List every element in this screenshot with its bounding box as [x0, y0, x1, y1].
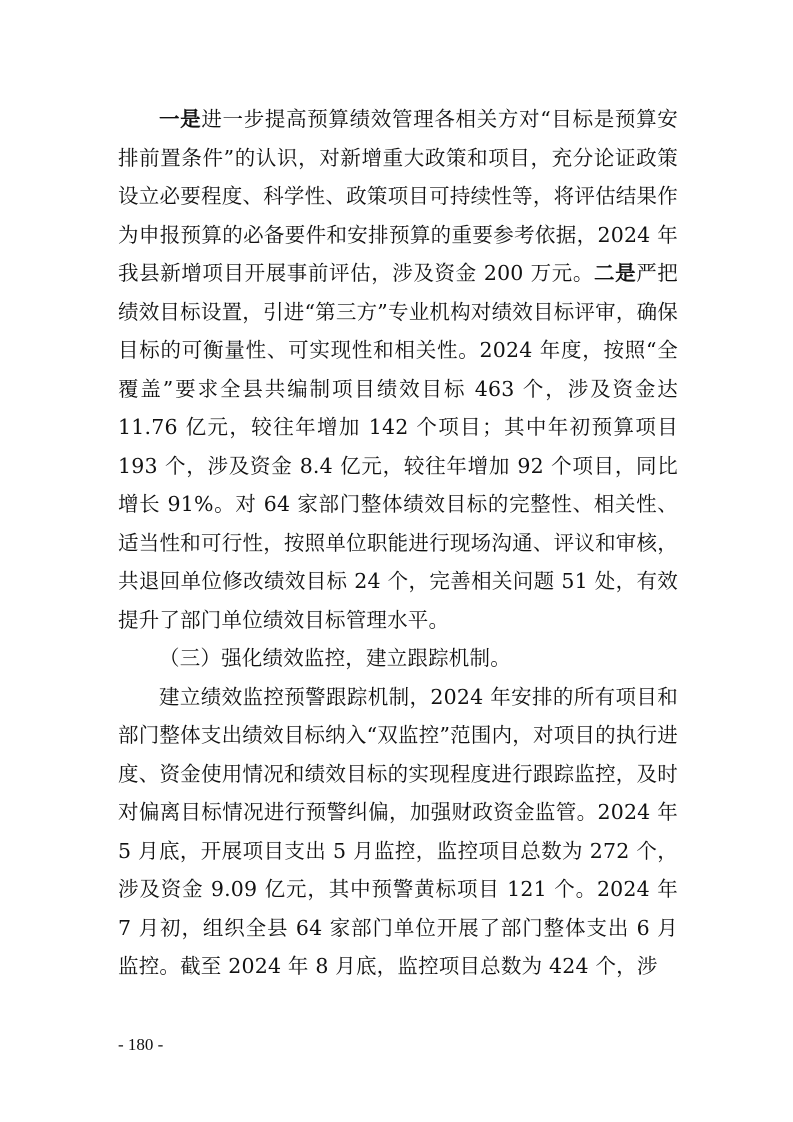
document-body	[118, 100, 678, 986]
paragraph-text-first: 进一步提高预算绩效管理各相关方对“目标是预算安排前置条件”的认识，对新增重大政策和项目，充分论证政策设立必要程度、科学性、政策项目可持续性等，将评估结果作为申报预算的必备要件和安排预算的重要参考依据，2024 年我县新增项目开展事前评估，涉及资金 200 万元。	[118, 107, 678, 285]
paragraph-monitoring: 建立绩效监控预警跟踪机制，2024 年安排的所有项目和部门整体支出绩效目标纳入“双监控”范围内，对项目的执行进度、资金使用情况和绩效目标的实现程度进行跟踪监控，及时对偏离目标情况进行预警纠偏，加强财政资金监管。2024 年 5 月底，开展项目支出 5 月监控，监控项目总数为 272 个，涉及资金 9.09 亿元，其中预警黄标项目 121 个。2024 年 7 月初，组织全县 64 家部门单位开展了部门整体支出 6 月监控。截至 2024 年 8 月底，监控项目总数为 424 个，涉	[118, 684, 678, 978]
paragraph-goals	[118, 100, 678, 639]
section-heading: （三）强化绩效监控，建立跟踪机制。	[159, 646, 511, 670]
paragraph-text-second: 严把绩效目标设置，引进“第三方”专业机构对绩效目标评审，确保目标的可衡量性、可实现性和相关性。2024 年度，按照“全覆盖”要求全县共编制项目绩效目标 463 个，涉及资金达 11.76 亿元，较往年增加 142 个项目；其中年初预算项目 193 个，涉及资金 8.4 亿元，较往年增加 92 个项目，同比增长 91%。对 64 家部门整体绩效目标的完整性、相关性、适当性和可行性，按照单位职能进行现场沟通、评议和审核，共退回单位修改绩效目标 24 个，完善相关问题 51 处，有效提升了部门单位绩效目标管理水平。	[118, 261, 678, 632]
lead-text-second: 二是	[593, 261, 637, 285]
lead-text-first: 一是	[159, 107, 202, 131]
page-number: - 180 -	[118, 1035, 164, 1054]
